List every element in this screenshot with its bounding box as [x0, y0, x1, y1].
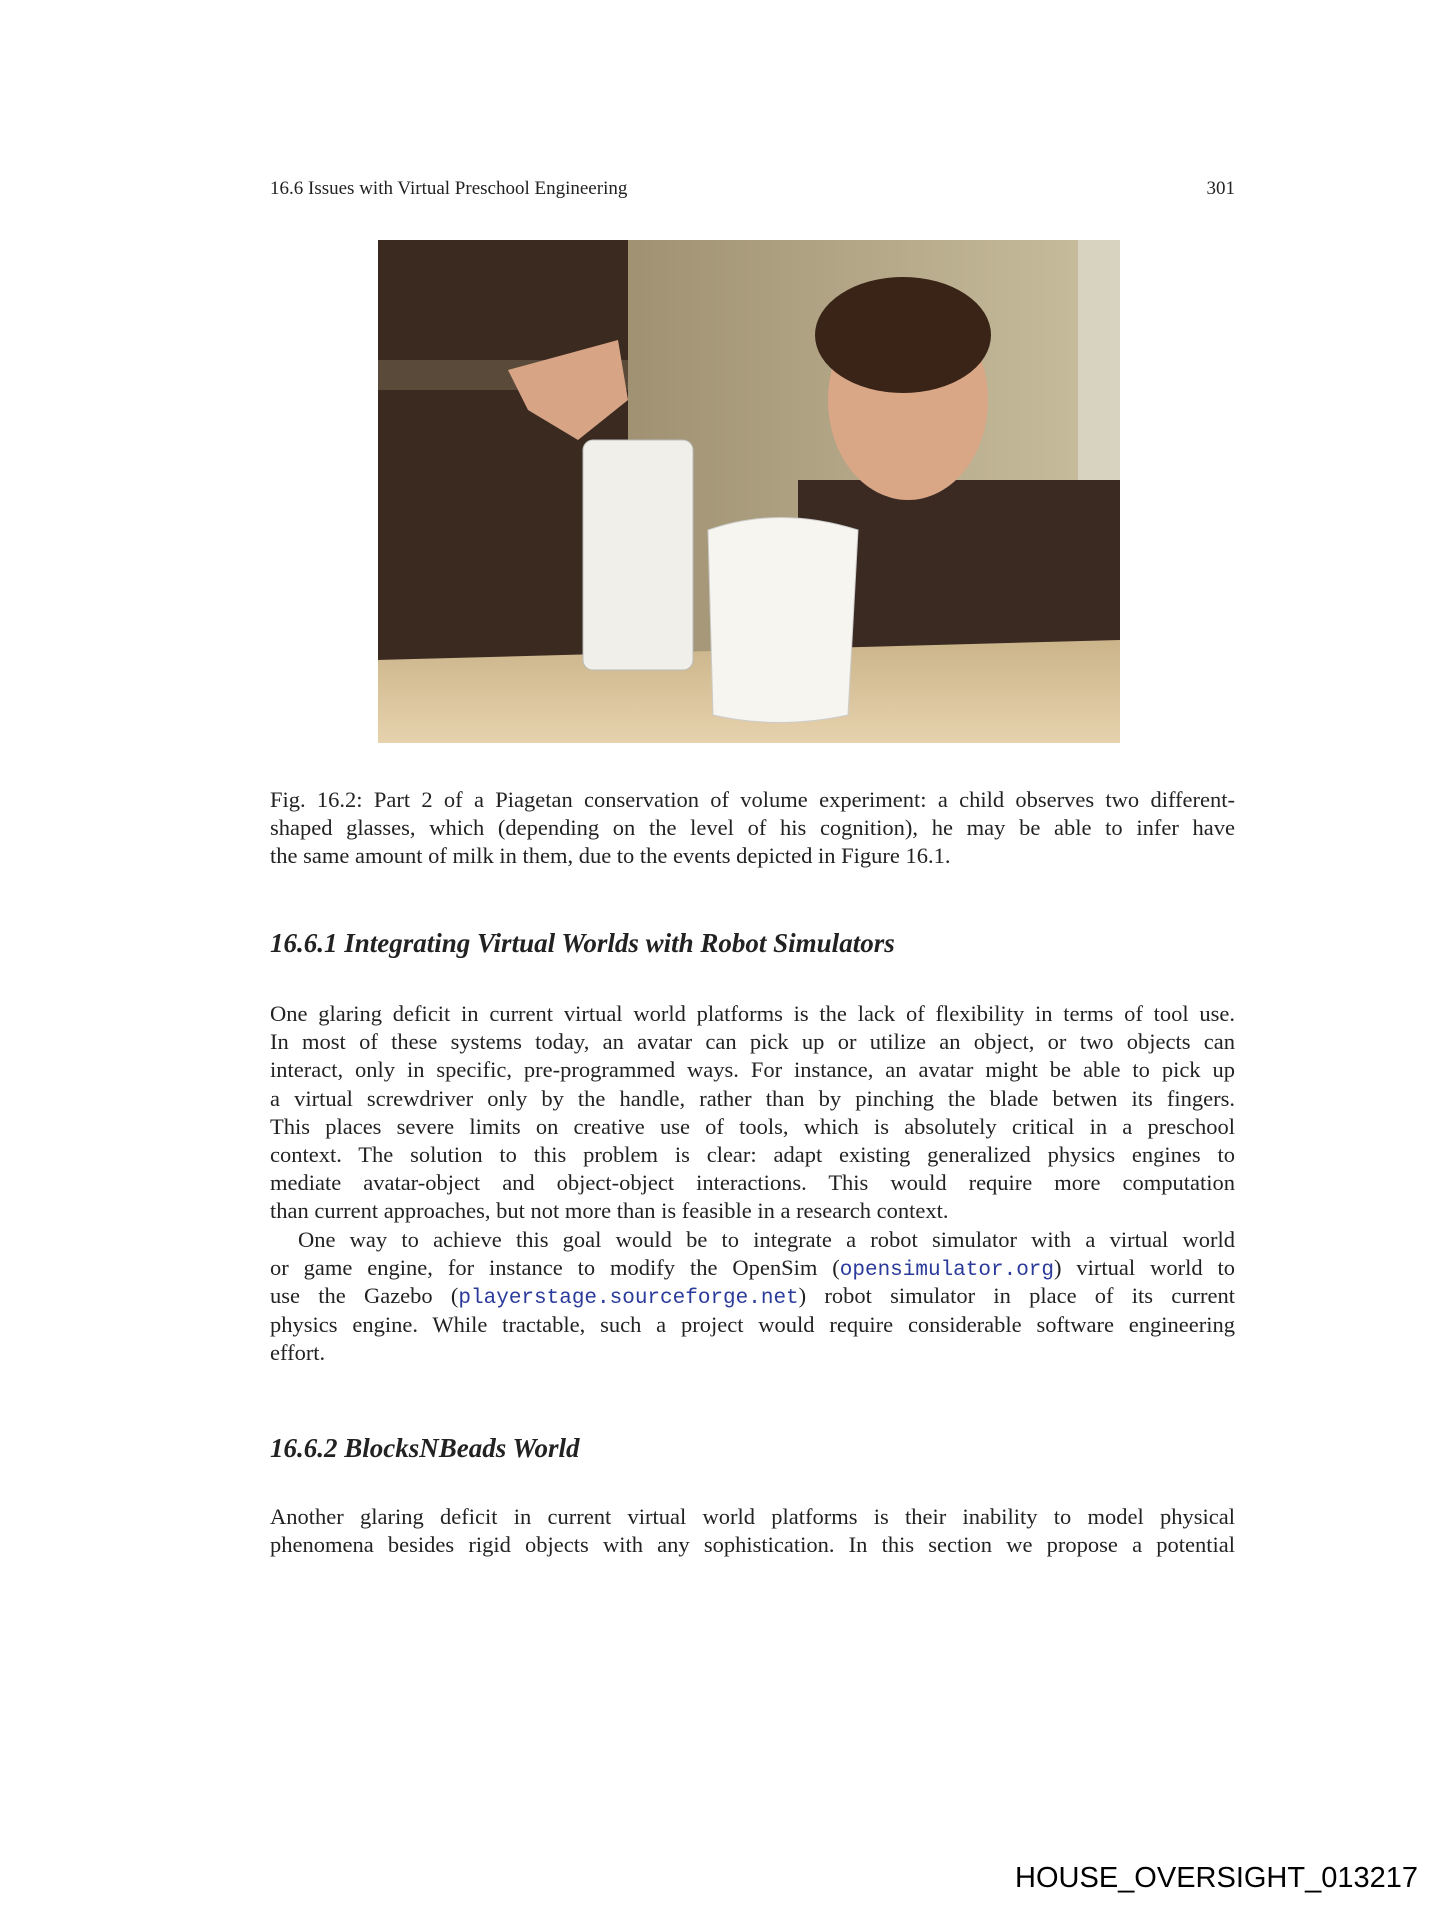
text-line	[270, 1503, 1235, 1531]
text-segment: use the Gazebo (	[270, 1283, 459, 1309]
text-segment: than current approaches, but not more than is feasible in a research context.	[270, 1198, 949, 1224]
section-title: 16.6 Issues with Virtual Preschool Engineering	[270, 178, 628, 199]
paragraph-1	[270, 1000, 1235, 1226]
text-segment: In most of these systems today, an avatar can pick up or utilize an object, or two objects can	[270, 1029, 1235, 1055]
paragraph-3	[270, 1503, 1235, 1559]
text-segment: One way to achieve this goal would be to integrate a robot simulator with a virtual world	[298, 1227, 1235, 1252]
paragraph-2	[270, 1226, 1235, 1367]
text-segment: phenomena besides rigid objects with any sophistication. In this section we propose a potential	[270, 1532, 1235, 1558]
text-line	[270, 786, 1235, 814]
text-segment: context. The solution to this problem is clear: adapt existing generalized physics engines to	[270, 1141, 1235, 1167]
text-segment: This places severe limits on creative use of tools, which is absolutely critical in a preschool	[270, 1113, 1235, 1139]
figure-photo-child-milk-glasses	[378, 240, 1120, 743]
text-line	[270, 1226, 1235, 1254]
text-line	[270, 1113, 1235, 1141]
text-line	[270, 814, 1235, 842]
text-line	[270, 1028, 1235, 1056]
text-segment: the same amount of milk in them, due to the events depicted in Figure 16.1.	[270, 843, 951, 869]
text-line	[270, 1000, 1235, 1028]
running-header	[270, 178, 1235, 200]
text-line	[270, 1254, 1235, 1282]
text-line	[270, 1085, 1235, 1113]
text-segment: shaped glasses, which (depending on the level of his cognition), he may be able to infer have	[270, 815, 1235, 841]
text-segment: or game engine, for instance to modify the OpenSim (	[270, 1255, 840, 1281]
text-segment: One glaring deficit in current virtual world platforms is the lack of flexibility in terms of tool use.	[270, 1001, 1235, 1026]
text-line	[270, 1169, 1235, 1197]
text-segment: Fig. 16.2: Part 2 of a Piagetan conservation of volume experiment: a child observes two different-	[270, 787, 1235, 812]
figure-caption	[270, 786, 1235, 871]
text-segment: Another glaring deficit in current virtual world platforms is their inability to model physical	[270, 1504, 1235, 1529]
section-heading-16-6-2: 16.6.2 BlocksNBeads World	[270, 1433, 580, 1463]
url-link[interactable]: opensimulator.org	[839, 1259, 1055, 1283]
text-segment: a virtual screwdriver only by the handle, rather than by pinching the blade betwen its fingers.	[270, 1085, 1235, 1111]
text-line	[270, 1282, 1235, 1310]
text-segment: effort.	[270, 1339, 326, 1365]
text-segment: physics engine. While tractable, such a project would require considerable software engineering	[270, 1311, 1235, 1337]
section-heading-16-6-1: 16.6.1 Integrating Virtual Worlds with Robot Simulators	[270, 928, 895, 958]
text-line	[270, 1339, 1235, 1367]
text-segment: interact, only in specific, pre-programmed ways. For instance, an avatar might be able to pick up	[270, 1057, 1235, 1083]
text-segment: ) virtual world to	[1054, 1255, 1235, 1281]
text-line	[270, 842, 1235, 870]
text-line	[270, 1531, 1235, 1559]
text-line	[270, 1056, 1235, 1084]
document-id-footer: HOUSE_OVERSIGHT_013217	[1015, 1862, 1418, 1894]
text-segment: mediate avatar-object and object-object interactions. This would require more computation	[270, 1170, 1235, 1196]
text-segment: ) robot simulator in place of its current	[798, 1283, 1235, 1309]
text-line	[270, 1141, 1235, 1169]
url-link[interactable]: playerstage.sourceforge.net	[458, 1287, 799, 1311]
text-line	[270, 1197, 1235, 1225]
text-line	[270, 1311, 1235, 1339]
page-number: 301	[1206, 178, 1235, 199]
